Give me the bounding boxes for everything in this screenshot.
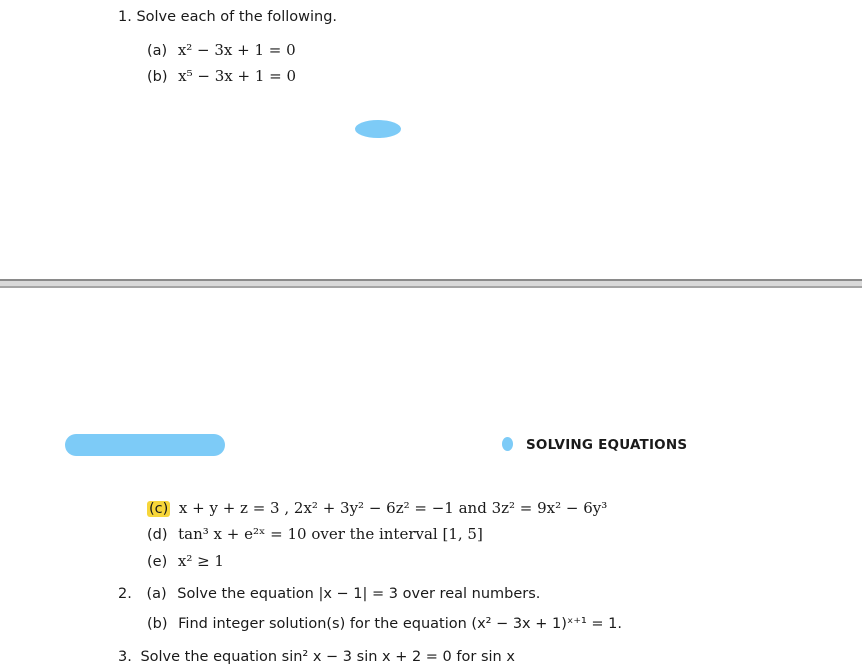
q1-part-a — [147, 41, 296, 60]
q1-part-d — [147, 525, 483, 544]
part-label: (d) — [147, 527, 168, 543]
page-divider — [0, 279, 862, 288]
part-label: (e) — [147, 554, 168, 570]
q2-part-b-text: Find integer solution(s) for the equation (x² − 3x + 1)ˣ⁺¹ = 1. — [178, 616, 622, 632]
part-expression: tan³ x + e²ˣ = 10 over the interval [1, 5] — [178, 525, 483, 543]
q3-text: Solve the equation sin² x − 3 sin x + 2 = 0 for sin x — [140, 649, 515, 665]
part-label: (a) — [146, 586, 167, 602]
q2-part-a-line — [118, 585, 540, 603]
q3-number: 3. — [118, 649, 132, 665]
part-expression: x + y + z = 3 , 2x² + 3y² − 6z² = −1 and 3z² = 9x² − 6y³ — [178, 499, 608, 517]
part-label: (b) — [147, 69, 168, 85]
redaction-mark — [65, 434, 225, 456]
q2-number: 2. — [118, 586, 132, 602]
part-expression: x² − 3x + 1 = 0 — [177, 41, 296, 59]
part-expression: x² ≥ 1 — [177, 552, 224, 570]
q1-number: 1. — [118, 9, 132, 25]
part-label-highlighted: (c) — [149, 501, 169, 517]
part-expression: x⁵ − 3x + 1 = 0 — [178, 67, 297, 85]
part-label: (a) — [147, 43, 168, 59]
q3-line — [118, 648, 515, 666]
q1-part-b — [147, 67, 296, 86]
q1-line — [118, 8, 337, 26]
q2-part-b-line — [147, 615, 622, 633]
redaction-mark — [355, 120, 401, 138]
section-title: SOLVING EQUATIONS — [526, 437, 688, 453]
section-bullet-icon — [502, 437, 513, 451]
q1-part-e — [147, 552, 224, 571]
part-label: (b) — [147, 616, 168, 632]
q1-text: Solve each of the following. — [136, 9, 338, 25]
q1-part-c — [147, 499, 607, 518]
q2-part-a-text: Solve the equation |x − 1| = 3 over real numbers. — [177, 586, 541, 602]
